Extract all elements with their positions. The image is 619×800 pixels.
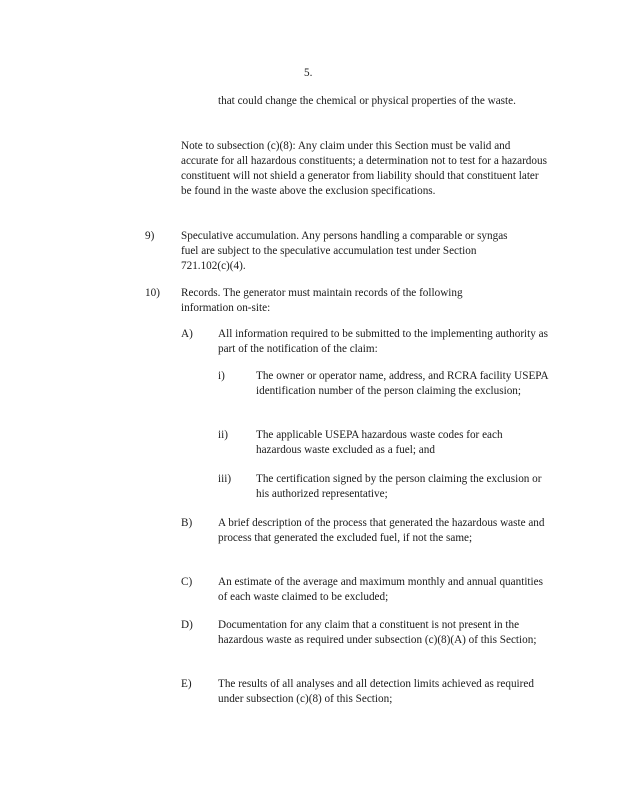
item-10-E-text: The results of all analyses and all detection limits achieved as required under subsection (c)(8) of this Section; <box>218 678 534 705</box>
item-10-C-label: C) <box>181 576 193 588</box>
item-9-label: 9) <box>145 230 155 242</box>
item-10-D-label: D) <box>181 619 193 631</box>
item-10-C-text: An estimate of the average and maximum monthly and annual quantities of each waste claimed to be excluded; <box>218 576 543 603</box>
item-10-B-text: A brief description of the process that generated the hazardous waste and process that generated the excluded fuel, if not the same; <box>218 517 545 544</box>
item-10-A-text: All information required to be submitted to the implementing authority as part of the notification of the claim: <box>218 328 548 355</box>
item-10-A-iii-label: iii) <box>218 473 232 485</box>
item-10-A-ii-label: ii) <box>218 429 228 441</box>
item-10-A-ii-text: The applicable USEPA hazardous waste codes for each hazardous waste excluded as a fuel; and <box>256 429 503 456</box>
item-10-B-label: B) <box>181 517 193 529</box>
item-10-D-text: Documentation for any claim that a constituent is not present in the hazardous waste as required under subsection (c)(8)(A) of this Section; <box>218 619 537 646</box>
item-10-text: Records. The generator must maintain records of the following information on-site: <box>181 287 463 314</box>
continuation-paragraph: that could change the chemical or physical properties of the waste. <box>218 95 516 107</box>
item-10-E-label: E) <box>181 678 192 690</box>
item-10-label: 10) <box>145 287 160 299</box>
item-10-A-label: A) <box>181 328 193 340</box>
item-10-A-i-label: i) <box>218 370 225 382</box>
item-9-text: Speculative accumulation. Any persons handling a comparable or syngas fuel are subject to the speculative accumulation test under Section 721.102(c)(4). <box>181 230 508 272</box>
note-paragraph: Note to subsection (c)(8): Any claim under this Section must be valid and accurate for all hazardous constituents; a determination not to test for a hazardous constituent will not shield a generator from liability should that constituent later be found in the waste above the exclusion specifications. <box>181 140 547 197</box>
item-10-A-iii-text: The certification signed by the person claiming the exclusion or his authorized representative; <box>256 473 542 500</box>
page-number: 5. <box>304 67 313 79</box>
item-10-A-i-text: The owner or operator name, address, and RCRA facility USEPA identification number of the person claiming the exclusion; <box>256 370 548 397</box>
